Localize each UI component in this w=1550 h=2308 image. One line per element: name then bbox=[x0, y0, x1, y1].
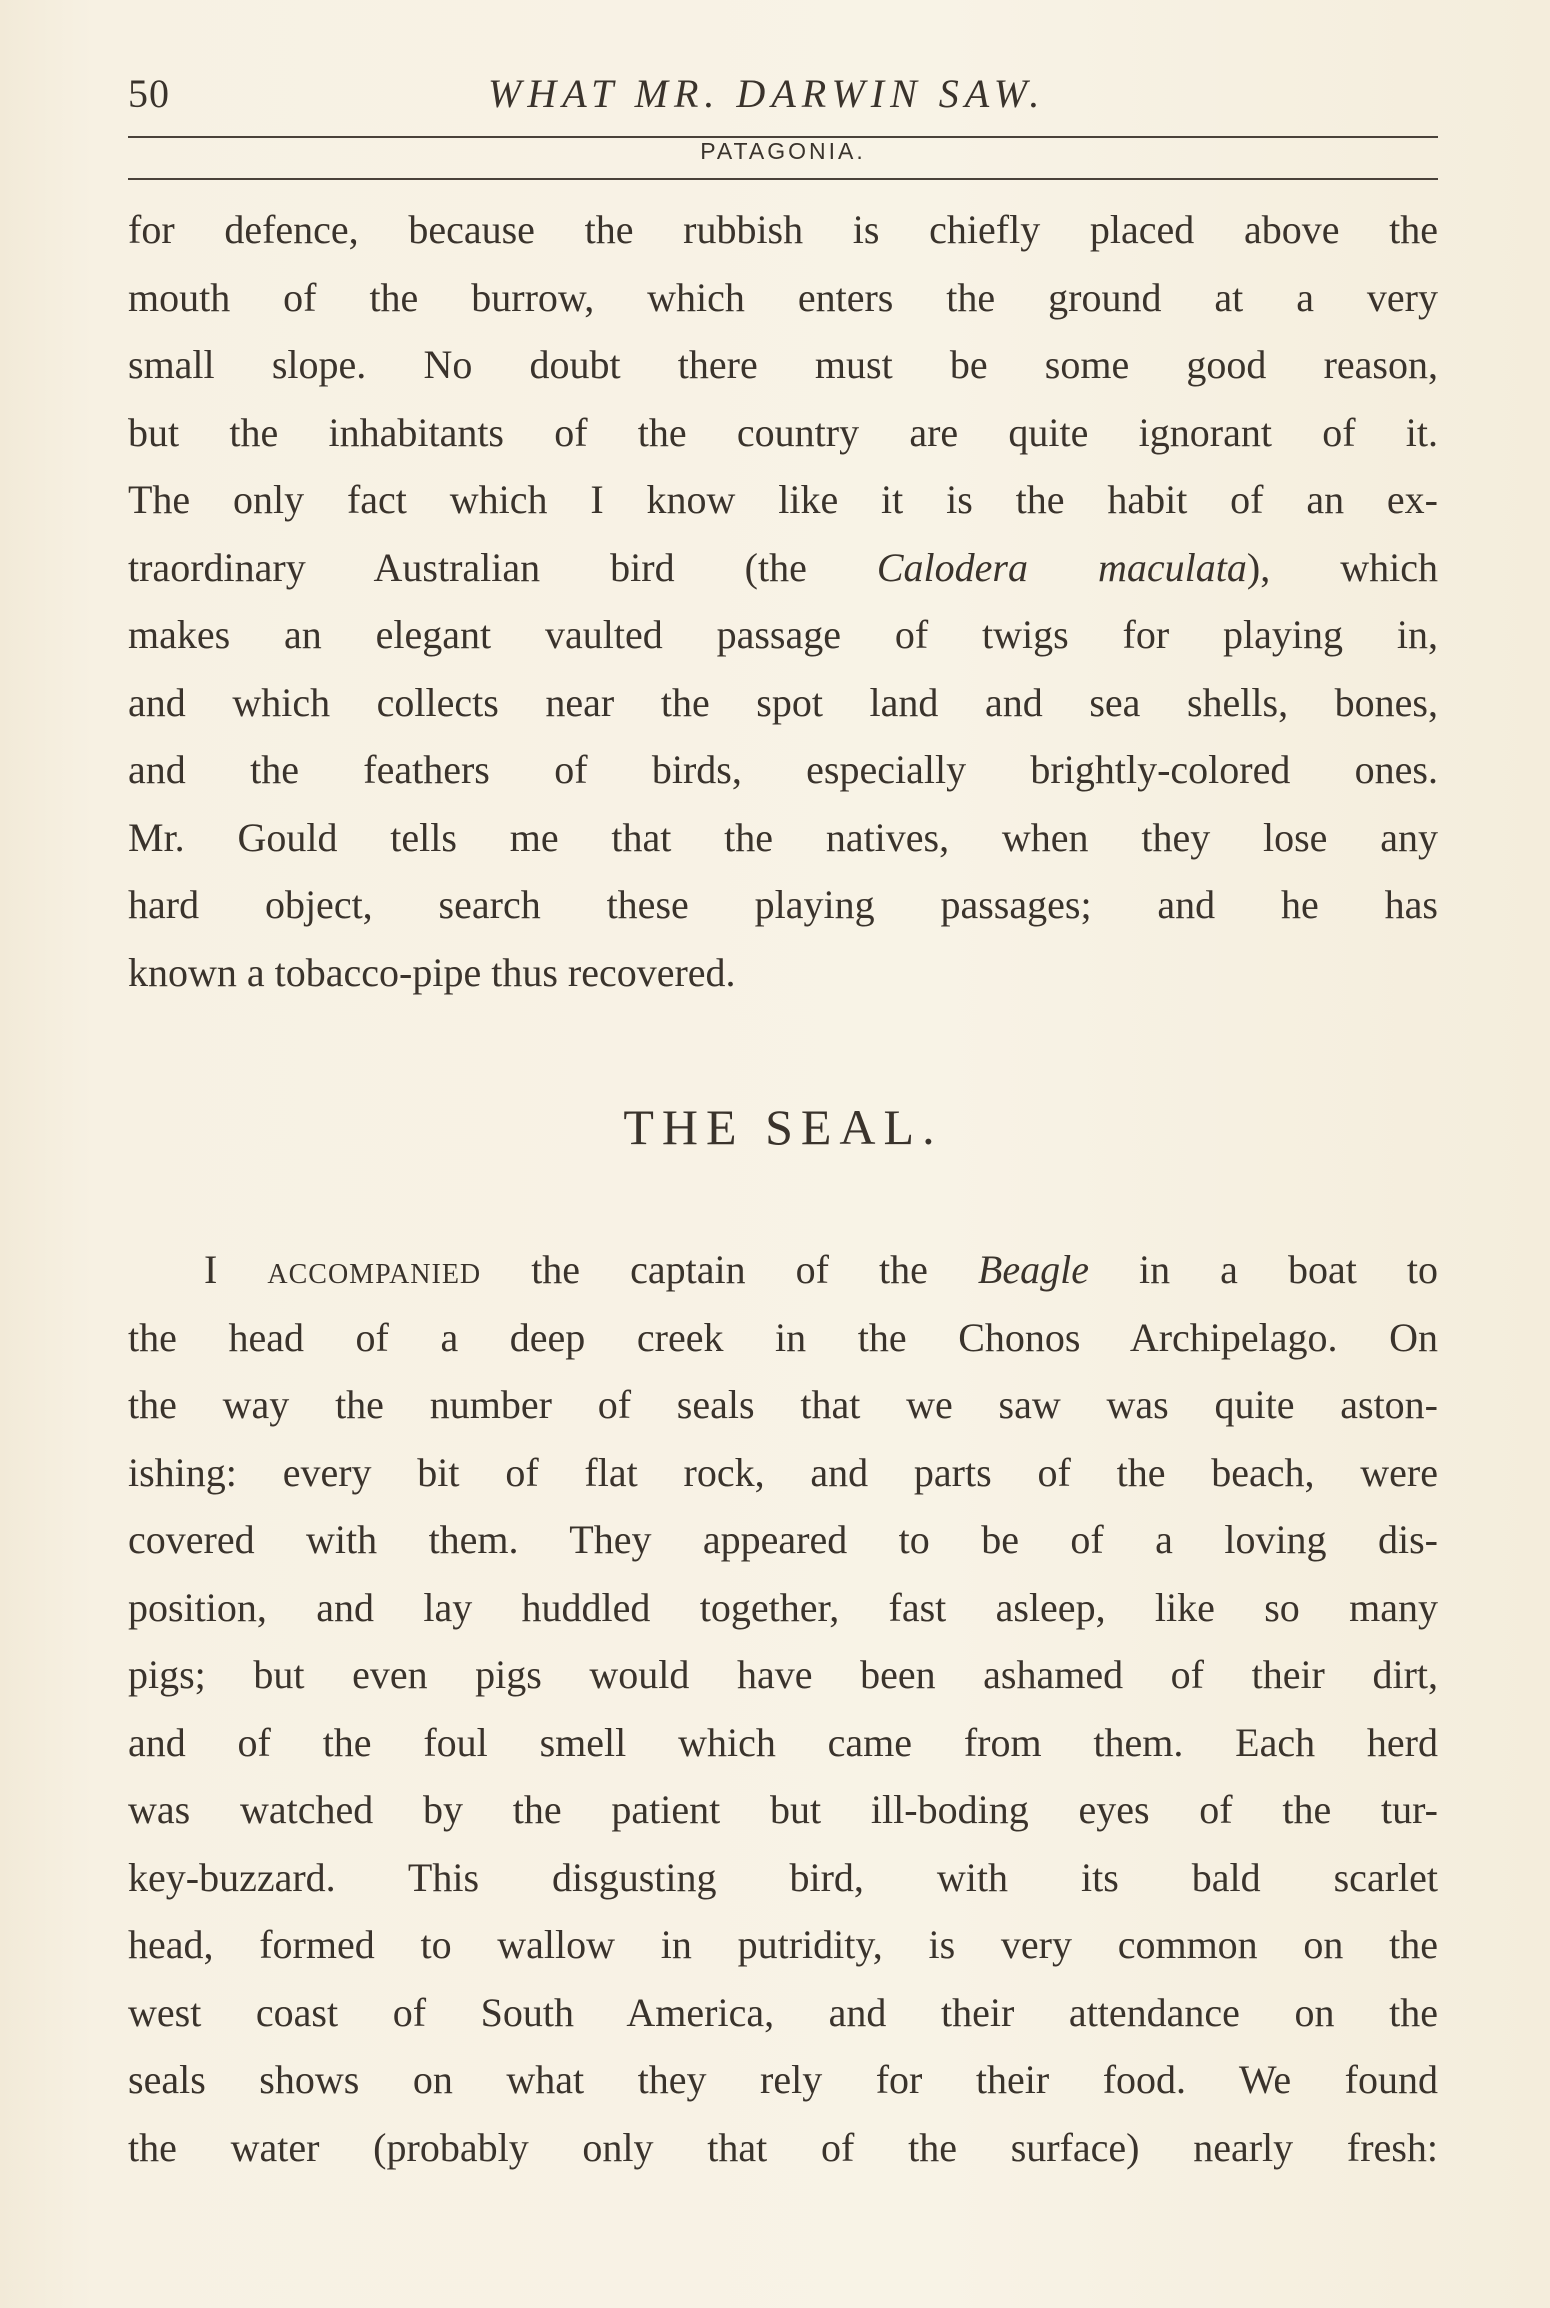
text-line: traordinary Australian bird (the Calodera maculata), which bbox=[128, 544, 1438, 590]
page-number: 50 bbox=[128, 71, 170, 116]
text-line: hard object, search these playing passages; and he has bbox=[128, 882, 1438, 927]
text-line: small slope. No doubt there must be some good reason, bbox=[128, 342, 1438, 387]
emphasis: Beagle bbox=[977, 1247, 1089, 1292]
text-line: but the inhabitants of the country are quite ignorant of it. bbox=[128, 409, 1438, 455]
text-line: for defence, because the rubbish is chiefly placed above the bbox=[128, 207, 1438, 252]
page-header bbox=[128, 58, 1438, 118]
text-line: and the feathers of birds, especially brightly-colored ones. bbox=[128, 747, 1438, 792]
section-heading: THE SEAL. bbox=[623, 1099, 943, 1155]
seal-paragraph bbox=[128, 1236, 1438, 2181]
text-line: I ACCOMPANIED the captain of the Beagle in a boat to bbox=[204, 1247, 1439, 1292]
text-line: Mr. Gould tells me that the natives, when they lose any bbox=[128, 814, 1438, 860]
text-line: west coast of South America, and their attendance on the bbox=[128, 1989, 1438, 2035]
text-line: the way the number of seals that we saw was quite aston- bbox=[128, 1382, 1438, 1427]
running-title: WHAT MR. DARWIN SAW. bbox=[488, 71, 1046, 116]
continued-paragraph bbox=[128, 196, 1438, 1006]
text-line: ishing: every bit of flat rock, and parts of the beach, were bbox=[128, 1449, 1438, 1495]
text-line: makes an elegant vaulted passage of twigs for playing in, bbox=[128, 612, 1438, 657]
header-rule-bottom bbox=[128, 178, 1438, 180]
text-line: position, and lay huddled together, fast asleep, like so many bbox=[128, 1584, 1438, 1630]
text-line: and which collects near the spot land and sea shells, bones, bbox=[128, 679, 1438, 725]
text-line: seals shows on what they rely for their food. We found bbox=[128, 2057, 1438, 2102]
text-line: was watched by the patient but ill-boding eyes of the tur- bbox=[128, 1787, 1438, 1832]
text-line: the head of a deep creek in the Chonos Archipelago. On bbox=[128, 1314, 1438, 1360]
text-line: pigs; but even pigs would have been ashamed of their dirt, bbox=[128, 1652, 1438, 1697]
text-line: covered with them. They appeared to be of a loving dis- bbox=[128, 1517, 1438, 1562]
text-line: The only fact which I know like it is the habit of an ex- bbox=[128, 477, 1438, 522]
text-line: the water (probably only that of the surface) nearly fresh: bbox=[128, 2124, 1438, 2170]
text-line: known a tobacco-pipe thus recovered. bbox=[128, 949, 736, 995]
text-line: key-buzzard. This disgusting bird, with its bald scarlet bbox=[128, 1854, 1438, 1900]
emphasis: Calodera maculata bbox=[876, 544, 1247, 590]
section-label: PATAGONIA. bbox=[700, 138, 866, 164]
text-line: head, formed to wallow in putridity, is very common on the bbox=[128, 1922, 1438, 1967]
text-line: mouth of the burrow, which enters the ground at a very bbox=[128, 274, 1438, 320]
small-caps-word: ACCOMPANIED bbox=[267, 1259, 482, 1290]
text-line: and of the foul smell which came from them. Each herd bbox=[128, 1719, 1438, 1765]
